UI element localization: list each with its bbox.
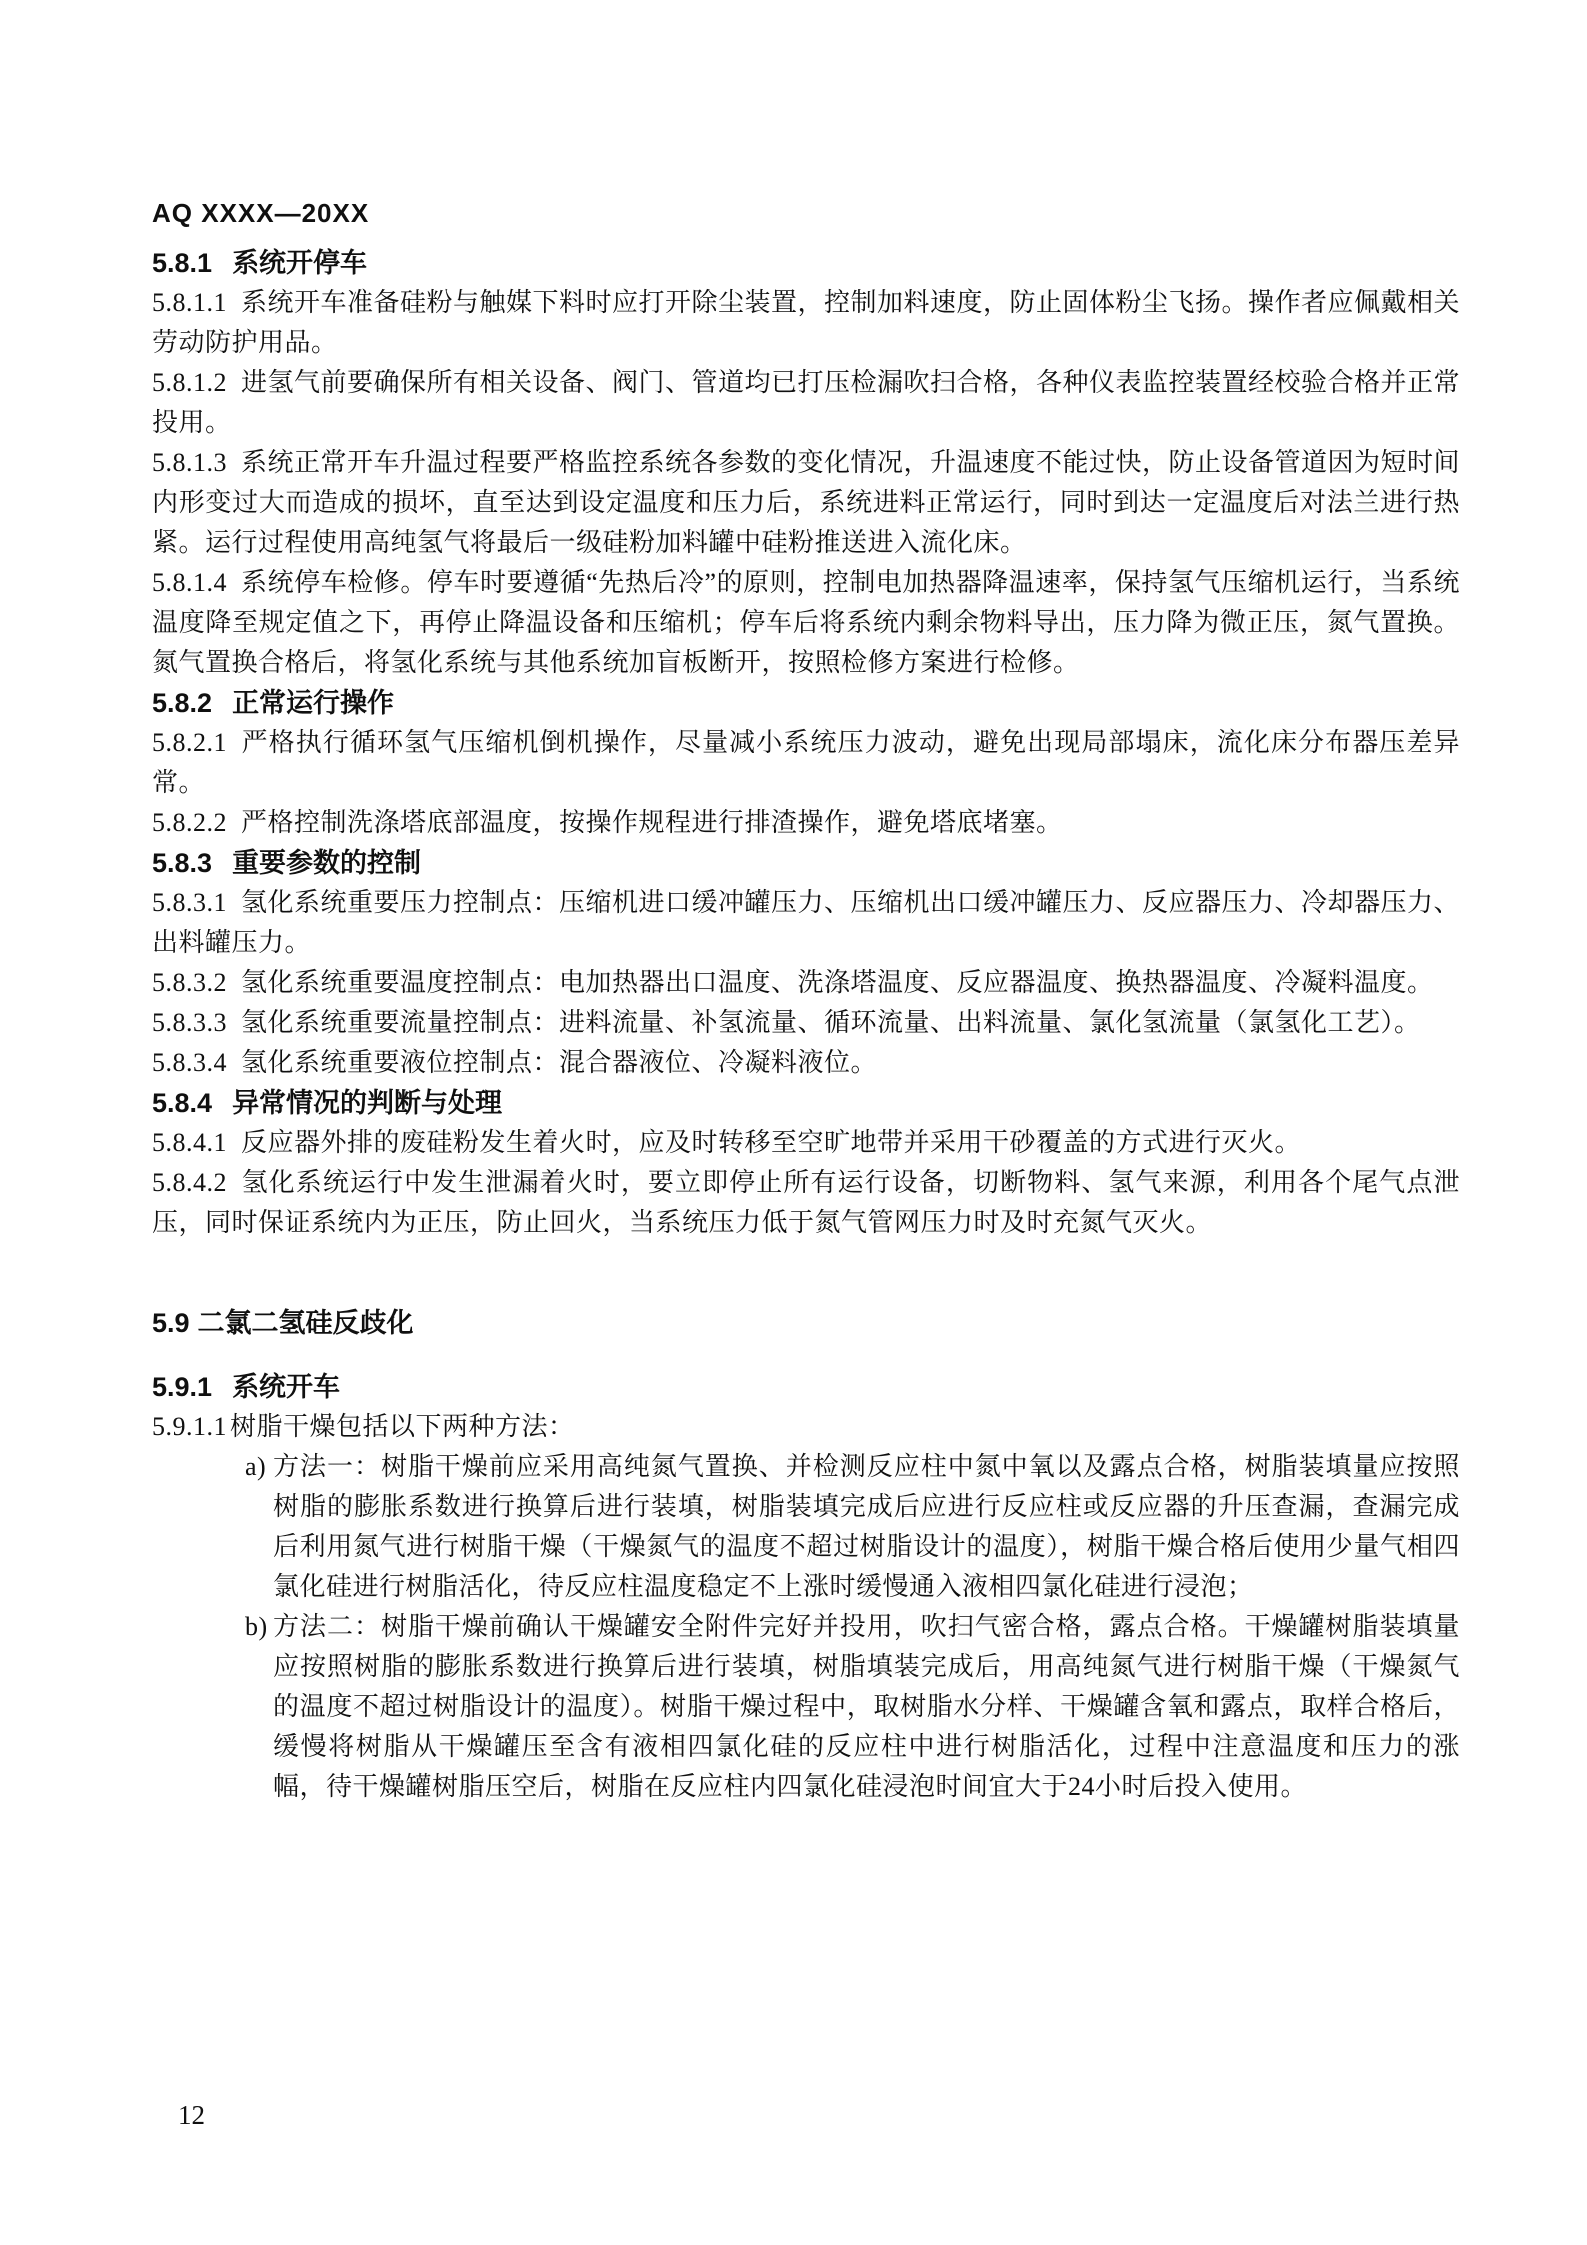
clause-paragraph-5-8-3-1 [152,883,1460,963]
list-marker: a) [245,1452,267,1481]
clause-number: 5.8.1.3 [152,448,227,477]
clause-number: 5.8.4.2 [152,1168,227,1197]
clause-text: 氢化系统重要流量控制点：进料流量、补氢流量、循环流量、出料流量、氯化氢流量（氯氢化工艺）。 [241,1008,1421,1037]
section-heading-5-8-2 [152,683,1460,723]
clause-text: 氢化系统重要压力控制点：压缩机进口缓冲罐压力、压缩机出口缓冲罐压力、反应器压力、冷却器压力、出料罐压力。 [152,888,1461,957]
clause-text: 反应器外排的废硅粉发生着火时，应及时转移至空旷地带并采用干砂覆盖的方式进行灭火。 [241,1128,1302,1157]
clause-title: 二氯二氢硅反歧化 [197,1308,414,1338]
clause-title: 正常运行操作 [232,688,395,718]
clause-number: 5.8.3 [152,848,213,878]
clause-number: 5.9.1.1 [152,1412,227,1441]
list-marker: b) [245,1612,268,1641]
list-item-text: 方法一：树脂干燥前应采用高纯氮气置换、并检测反应柱中氮中氧以及露点合格，树脂装填量应按照树脂的膨胀系数进行换算后进行装填，树脂装填完成后应进行反应柱或反应器的升压查漏，查漏完成后利用氮气进行树脂干燥（干燥氮气的温度不超过树脂设计的温度），树脂干燥合格后使用少量气相四氯化硅进行树脂活化，待反应柱温度稳定不上涨时缓慢通入液相四氯化硅进行浸泡； [273,1452,1460,1601]
clause-paragraph-5-8-3-2 [152,963,1460,1003]
clause-text: 氢化系统重要温度控制点：电加热器出口温度、洗涤塔温度、反应器温度、换热器温度、冷凝料温度。 [241,968,1434,997]
clause-title: 系统开停车 [232,248,368,278]
clause-number: 5.8.3.4 [152,1048,227,1077]
clause-text: 严格执行循环氢气压缩机倒机操作，尽量减小系统压力波动，避免出现局部塌床，流化床分布器压差异常。 [152,728,1460,797]
clause-number: 5.8.2.1 [152,728,227,757]
clause-text: 系统开车准备硅粉与触媒下料时应打开除尘装置，控制加料速度，防止固体粉尘飞扬。操作者应佩戴相关劳动防护用品。 [152,288,1461,357]
section-heading-5-9-1 [152,1367,1460,1407]
clause-text: 氢化系统重要液位控制点：混合器液位、冷凝料液位。 [241,1048,878,1077]
section-heading-5-8-4 [152,1083,1460,1123]
clause-paragraph-5-8-4-2 [152,1163,1460,1243]
clause-paragraph-5-9-1-1 [152,1407,1460,1447]
section-heading-5-9 [152,1303,1460,1343]
clause-number: 5.8.1.4 [152,568,227,597]
clause-paragraph-5-8-1-3 [152,443,1460,563]
clause-paragraph-5-8-1-4 [152,563,1460,683]
clause-number: 5.8.4.1 [152,1128,227,1157]
clause-text: 系统正常开车升温过程要严格监控系统各参数的变化情况，升温速度不能过快，防止设备管道因为短时间内形变过大而造成的损坏，直至达到设定温度和压力后，系统进料正常运行，同时到达一定温度后对法兰进行热紧。运行过程使用高纯氢气将最后一级硅粉加料罐中硅粉推送进入流化床。 [152,448,1461,557]
clause-paragraph-5-8-1-2 [152,363,1460,443]
clause-number: 5.8.2.2 [152,808,227,837]
clause-title: 异常情况的判断与处理 [232,1088,503,1118]
section-heading-5-8-3 [152,843,1460,883]
clause-text: 严格控制洗涤塔底部温度，按操作规程进行排渣操作，避免塔底堵塞。 [241,808,1063,837]
clause-text: 树脂干燥包括以下两种方法： [230,1412,575,1441]
clause-number: 5.8.3.2 [152,968,227,997]
clause-paragraph-5-8-3-4 [152,1043,1460,1083]
list-item-b [152,1607,1460,1807]
clause-title: 重要参数的控制 [232,848,422,878]
clause-number: 5.8.1.2 [152,368,227,397]
clause-number: 5.8.1 [152,248,213,278]
clause-number: 5.9.1 [152,1372,213,1402]
clause-text: 进氢气前要确保所有相关设备、阀门、管道均已打压检漏吹扫合格，各种仪表监控装置经校验合格并正常投用。 [152,368,1461,437]
clause-paragraph-5-8-2-1 [152,723,1460,803]
page-number: 12 [178,2100,205,2130]
section-heading-5-8-1 [152,243,1460,283]
clause-number: 5.8.4 [152,1088,213,1118]
running-header: AQ XXXX—20XX [152,198,370,228]
clause-paragraph-5-8-4-1 [152,1123,1460,1163]
clause-number: 5.9 [152,1308,190,1338]
clause-number: 5.8.3.3 [152,1008,227,1037]
clause-number: 5.8.2 [152,688,213,718]
clause-text: 系统停车检修。停车时要遵循“先热后冷”的原则，控制电加热器降温速率，保持氢气压缩机运行，当系统温度降至规定值之下，再停止降温设备和压缩机；停车后将系统内剩余物料导出，压力降为微正压，氮气置换。氮气置换合格后，将氢化系统与其他系统加盲板断开，按照检修方案进行检修。 [152,568,1460,677]
clause-title: 系统开车 [232,1372,341,1402]
clause-paragraph-5-8-1-1 [152,283,1460,363]
clause-number: 5.8.3.1 [152,888,227,917]
clause-paragraph-5-8-2-2 [152,803,1460,843]
clause-paragraph-5-8-3-3 [152,1003,1460,1043]
list-item-text: 方法二：树脂干燥前确认干燥罐安全附件完好并投用，吹扫气密合格，露点合格。干燥罐树脂装填量应按照树脂的膨胀系数进行换算后进行装填，树脂填装完成后，用高纯氮气进行树脂干燥（干燥氮气的温度不超过树脂设计的温度）。树脂干燥过程中，取树脂水分样、干燥罐含氧和露点，取样合格后，缓慢将树脂从干燥罐压至含有液相四氯化硅的反应柱中进行树脂活化，过程中注意温度和压力的涨幅，待干燥罐树脂压空后，树脂在反应柱内四氯化硅浸泡时间宜大于24小时后投入使用。 [273,1612,1460,1801]
clause-number: 5.8.1.1 [152,288,227,317]
list-item-a [152,1447,1460,1607]
clause-text: 氢化系统运行中发生泄漏着火时，要立即停止所有运行设备，切断物料、氢气来源，利用各个尾气点泄压，同时保证系统内为正压，防止回火，当系统压力低于氮气管网压力时及时充氮气灭火。 [152,1168,1460,1237]
